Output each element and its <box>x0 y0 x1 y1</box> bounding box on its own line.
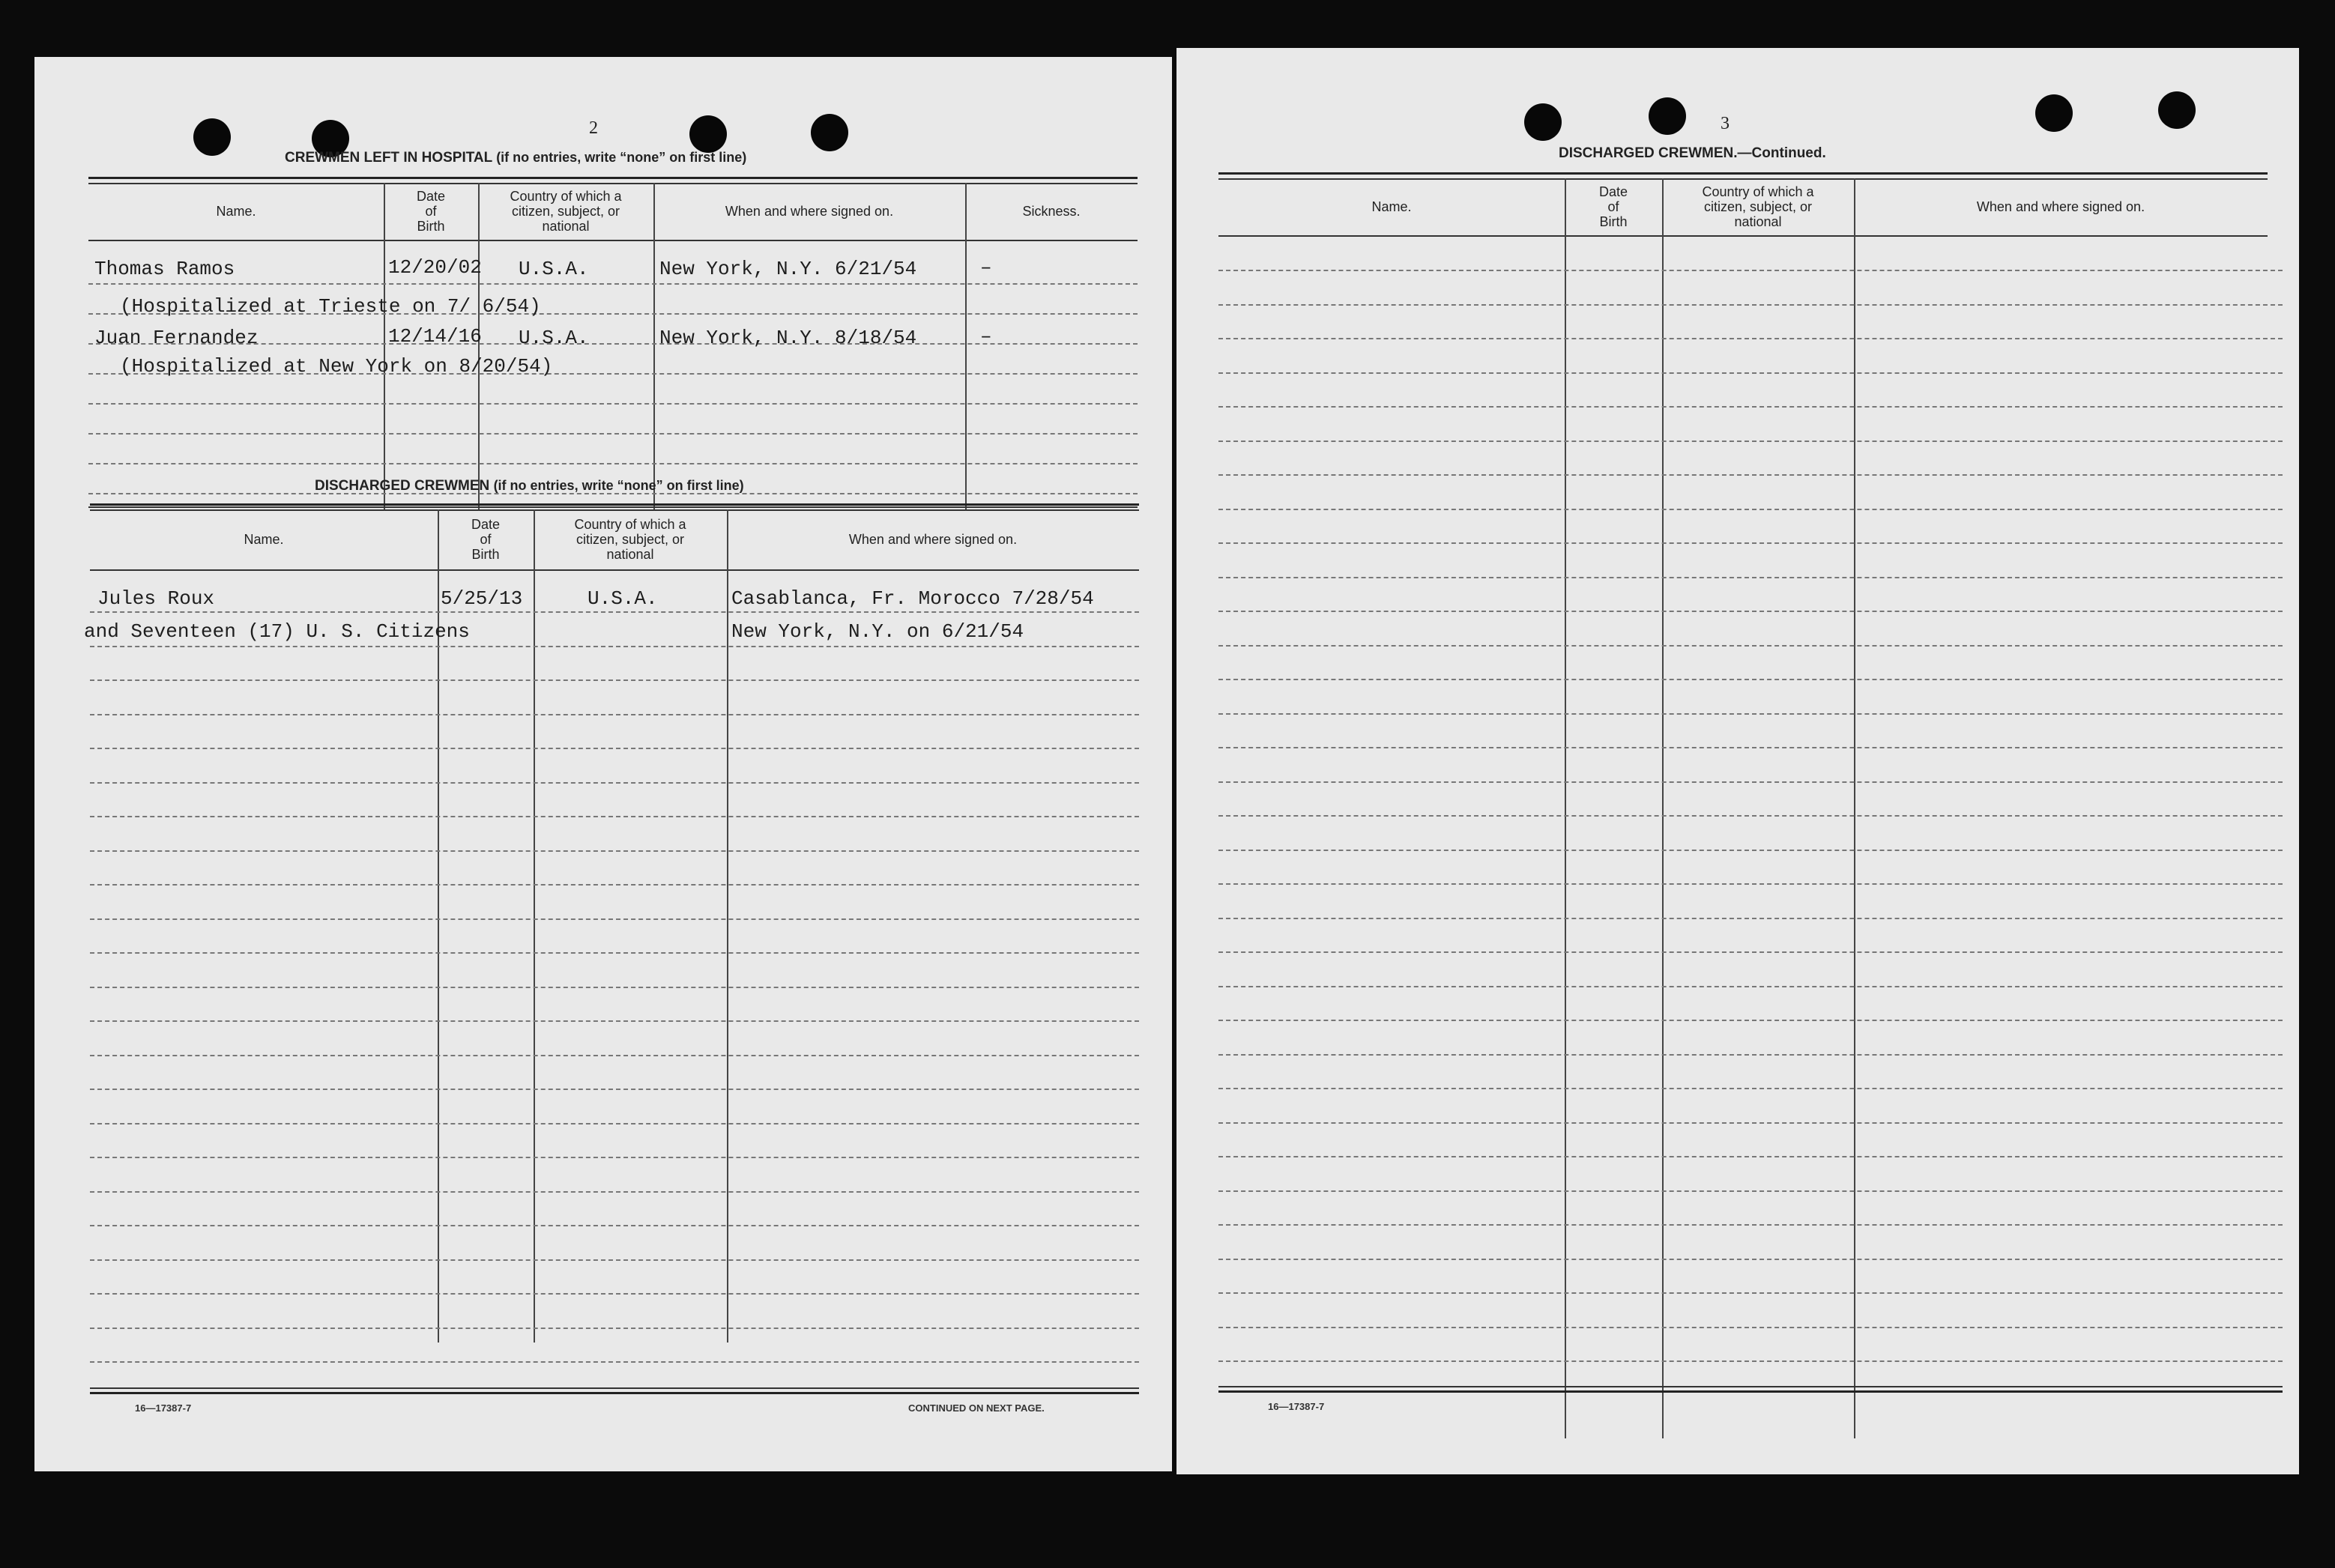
punch-hole <box>1649 97 1686 135</box>
continued-note: CONTINUED ON NEXT PAGE. <box>908 1402 1045 1414</box>
right-section-title: DISCHARGED CREWMEN.—Continued. <box>1559 145 1826 161</box>
entry-line <box>1218 304 2283 306</box>
hospital-entry-sickness: – <box>980 325 992 348</box>
entry-line <box>90 782 1139 784</box>
right-page <box>1176 48 2299 1474</box>
hospital-title-note: (if no entries, write “none” on first line) <box>496 150 747 165</box>
entry-line <box>90 748 1139 749</box>
entry-line <box>90 1191 1139 1193</box>
table-rule <box>90 1392 1139 1394</box>
hospital-entry-signed-on: New York, N.Y. 6/21/54 <box>659 258 917 280</box>
entry-line <box>90 1328 1139 1329</box>
entry-line <box>1218 1088 2283 1089</box>
column-header-country: Country of which a citizen, subject, or national <box>1702 184 1814 229</box>
entry-line <box>90 1157 1139 1158</box>
page-number: 2 <box>589 118 598 138</box>
entry-line <box>90 1259 1139 1261</box>
form-code: 16—17387-7 <box>135 1402 192 1414</box>
entry-line <box>1218 270 2283 271</box>
entry-line <box>1218 747 2283 748</box>
column-divider <box>1662 178 1664 1438</box>
column-header-dob: Date of Birth <box>471 517 501 562</box>
hospital-title-text: CREWMEN LEFT IN HOSPITAL <box>285 150 492 166</box>
entry-line <box>90 714 1139 715</box>
entry-line <box>1218 1054 2283 1056</box>
discharged-title-text: DISCHARGED CREWMEN <box>315 478 490 494</box>
column-divider <box>534 509 535 1343</box>
column-header-signed-on: When and where signed on. <box>848 532 1018 547</box>
column-divider <box>727 509 728 1343</box>
entry-line <box>1218 338 2283 339</box>
entry-line <box>90 1361 1139 1363</box>
discharged-entry-name: Jules Roux <box>97 587 215 610</box>
column-header-sickness: Sickness. <box>1022 204 1081 219</box>
entry-line <box>90 918 1139 920</box>
entry-line <box>1218 1360 2283 1362</box>
entry-line <box>1218 713 2283 715</box>
entry-line <box>90 884 1139 886</box>
entry-line <box>1218 1224 2283 1226</box>
entry-line <box>1218 781 2283 783</box>
entry-line <box>90 816 1139 817</box>
column-header-name: Name. <box>244 532 284 547</box>
table-rule <box>88 506 1138 508</box>
column-header-country: Country of which a citizen, subject, or national <box>574 517 686 562</box>
hospital-entry-country: U.S.A. <box>519 258 589 280</box>
punch-hole <box>811 114 848 151</box>
entry-line <box>1218 986 2283 987</box>
discharged-entry-country: U.S.A. <box>587 587 658 610</box>
entry-line <box>90 646 1139 647</box>
table-rule <box>90 1387 1139 1389</box>
discharged-title-note: (if no entries, write “none” on first line) <box>493 478 744 493</box>
table-rule <box>1218 1386 2283 1387</box>
hospital-entry-sickness: – <box>980 256 992 279</box>
entry-line <box>1218 679 2283 680</box>
hospital-entry-name: Thomas Ramos <box>94 258 235 280</box>
entry-line <box>1218 611 2283 612</box>
entry-line <box>90 850 1139 852</box>
punch-hole <box>193 118 231 156</box>
punch-hole <box>1524 103 1562 141</box>
column-header-country: Country of which a citizen, subject, or national <box>510 189 622 234</box>
column-header-signed-on: When and where signed on. <box>1976 199 2145 214</box>
column-header-name: Name. <box>216 204 256 219</box>
entry-line <box>88 283 1138 285</box>
table-rule <box>1218 1390 2283 1393</box>
entry-line <box>1218 1122 2283 1124</box>
entry-line <box>1218 1327 2283 1328</box>
table-rule <box>90 503 1139 506</box>
entry-line <box>1218 918 2283 919</box>
punch-hole <box>2158 91 2196 129</box>
entry-line <box>1218 542 2283 544</box>
discharged-entry-signed-on: New York, N.Y. on 6/21/54 <box>731 620 1024 643</box>
column-header-signed-on: When and where signed on. <box>725 204 894 219</box>
entry-line <box>88 463 1138 464</box>
entry-line <box>88 403 1138 405</box>
column-header-dob: Date of Birth <box>1598 184 1628 229</box>
entry-line <box>90 1293 1139 1295</box>
hospital-entry-name: Juan Fernandez <box>94 327 259 349</box>
entry-line <box>90 679 1139 681</box>
entry-line <box>88 433 1138 435</box>
table-rule <box>88 240 1138 241</box>
table-rule <box>1218 172 2268 175</box>
entry-line <box>90 1020 1139 1022</box>
hospital-entry-dob: 12/14/16 <box>388 325 482 348</box>
hospital-section-title <box>285 150 746 166</box>
entry-line <box>1218 577 2283 578</box>
column-divider <box>1854 178 1855 1438</box>
entry-line <box>1218 951 2283 953</box>
entry-line <box>1218 509 2283 510</box>
left-page <box>34 57 1172 1471</box>
punch-hole <box>689 115 727 153</box>
discharged-entry-dob: 5/25/13 <box>441 587 523 610</box>
hospital-entry-country: U.S.A. <box>519 327 589 349</box>
entry-line <box>90 952 1139 954</box>
entry-line <box>1218 474 2283 476</box>
column-header-dob: Date of Birth <box>416 189 446 234</box>
hospital-entry-note: (Hospitalized at New York on 8/20/54) <box>120 355 553 378</box>
column-header-name: Name. <box>1371 199 1412 214</box>
entry-line <box>90 611 1139 613</box>
entry-line <box>1218 883 2283 885</box>
entry-line <box>90 987 1139 988</box>
entry-line <box>1218 1292 2283 1294</box>
discharged-section-title <box>315 478 744 494</box>
entry-line <box>1218 815 2283 817</box>
hospital-entry-dob: 12/20/02 <box>388 256 482 279</box>
discharged-entry-signed-on: Casablanca, Fr. Morocco 7/28/54 <box>731 587 1094 610</box>
entry-line <box>1218 1259 2283 1260</box>
entry-line <box>1218 406 2283 408</box>
entry-line <box>1218 850 2283 851</box>
entry-line <box>1218 441 2283 442</box>
hospital-entry-note: (Hospitalized at Trieste on 7/ 6/54) <box>120 295 541 318</box>
entry-line <box>90 1055 1139 1056</box>
entry-line <box>1218 645 2283 647</box>
entry-line <box>1218 1156 2283 1157</box>
entry-line <box>90 1089 1139 1090</box>
column-divider <box>1565 178 1566 1438</box>
entry-line <box>1218 1020 2283 1021</box>
discharged-entry-name: and Seventeen (17) U. S. Citizens <box>84 620 470 643</box>
punch-hole <box>2035 94 2073 132</box>
entry-line <box>90 1123 1139 1124</box>
entry-line <box>1218 1190 2283 1192</box>
form-code: 16—17387-7 <box>1268 1401 1325 1412</box>
entry-line <box>90 1225 1139 1226</box>
table-rule <box>88 177 1138 179</box>
table-rule <box>1218 235 2268 237</box>
table-rule <box>90 569 1139 571</box>
hospital-entry-signed-on: New York, N.Y. 8/18/54 <box>659 327 917 349</box>
page-number: 3 <box>1721 114 1730 133</box>
entry-line <box>1218 372 2283 374</box>
